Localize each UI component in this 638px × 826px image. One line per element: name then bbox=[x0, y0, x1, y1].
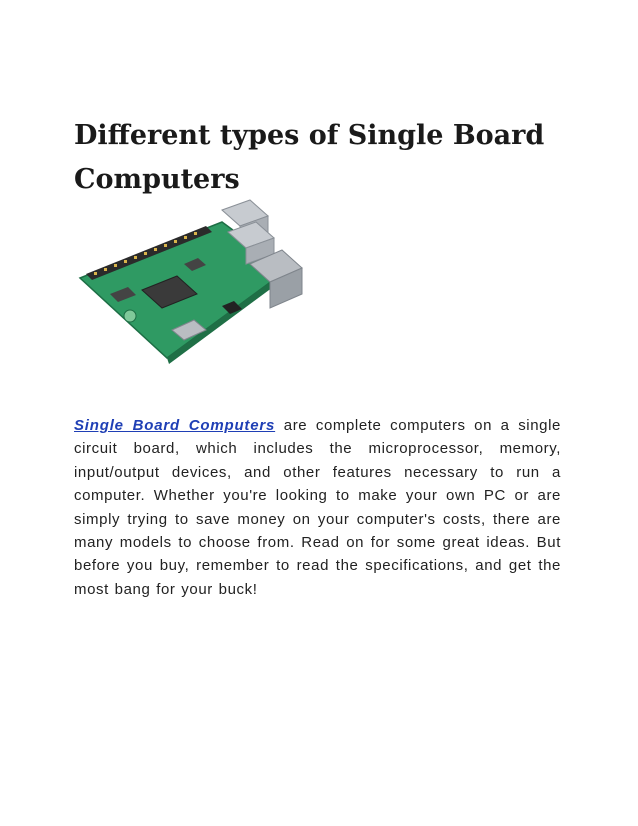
single-board-computer-photo bbox=[72, 198, 306, 364]
page-title: Different types of Single Board Computers bbox=[74, 120, 545, 195]
intro-paragraph-text: are complete computers on a single circuit board, which includes the microprocessor, memory, input/output devices, and other features necessary to run a computer. Whether you're looking to make your own PC or are simply trying to save money on your computer's costs, there are many models to choose from. Read on for some great ideas. But before you buy, remember to read the specifications, and get the most bang for your buck! bbox=[74, 417, 561, 598]
intro-paragraph bbox=[74, 414, 561, 601]
board-logo bbox=[124, 310, 136, 322]
single-board-computers-link[interactable]: Single Board Computers bbox=[74, 417, 276, 434]
